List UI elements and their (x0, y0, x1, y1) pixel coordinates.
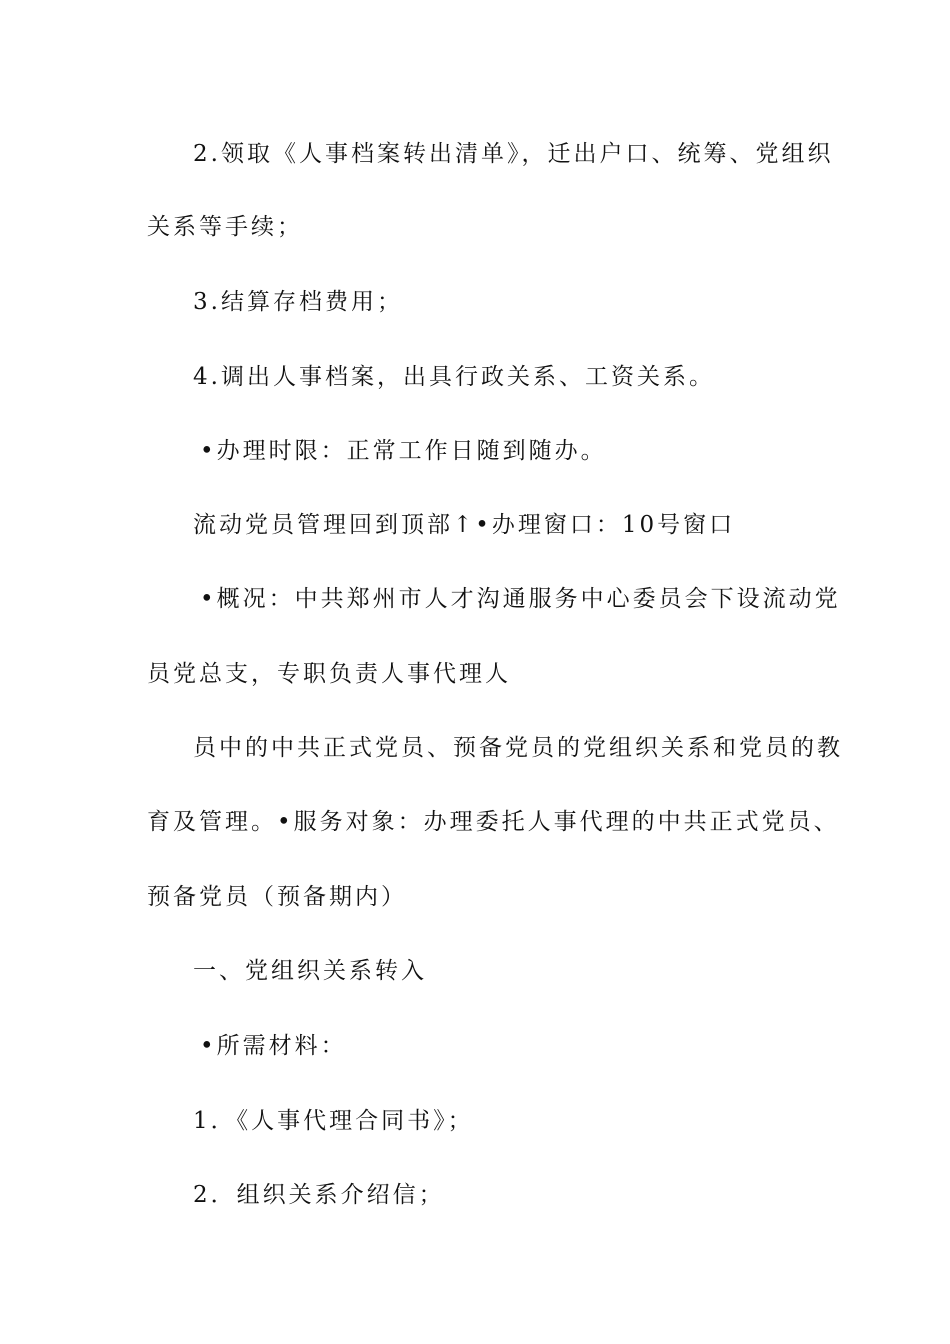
paragraph-line: 2.领取《人事档案转出清单》，迁出户口、统筹、党组织 (193, 141, 834, 167)
paragraph-line: 员党总支，专职负责人事代理人 (147, 661, 511, 687)
paragraph-line: 3.结算存档费用； (193, 289, 403, 315)
paragraph-line: •办理时限：正常工作日随到随办。 (200, 438, 607, 464)
paragraph-line: 育及管理。•服务对象：办理委托人事代理的中共正式党员、 (147, 809, 840, 835)
paragraph-line: •概况：中共郑州市人才沟通服务中心委员会下设流动党 (200, 586, 841, 612)
section-heading: 一、党组织关系转入 (193, 958, 427, 984)
list-item: 2．组织关系介绍信； (193, 1182, 445, 1208)
list-item: 1．《人事代理合同书》； (193, 1108, 474, 1134)
paragraph-line: 关系等手续； (147, 214, 303, 240)
paragraph-line: 预备党员（预备期内） (147, 884, 407, 910)
paragraph-line: 4.调出人事档案，出具行政关系、工资关系。 (193, 364, 715, 390)
paragraph-line: •所需材料： (200, 1033, 347, 1059)
paragraph-line: 员中的中共正式党员、预备党员的党组织关系和党员的教 (193, 735, 843, 761)
paragraph-line: 流动党员管理回到顶部↑•办理窗口：10号窗口 (193, 512, 736, 538)
